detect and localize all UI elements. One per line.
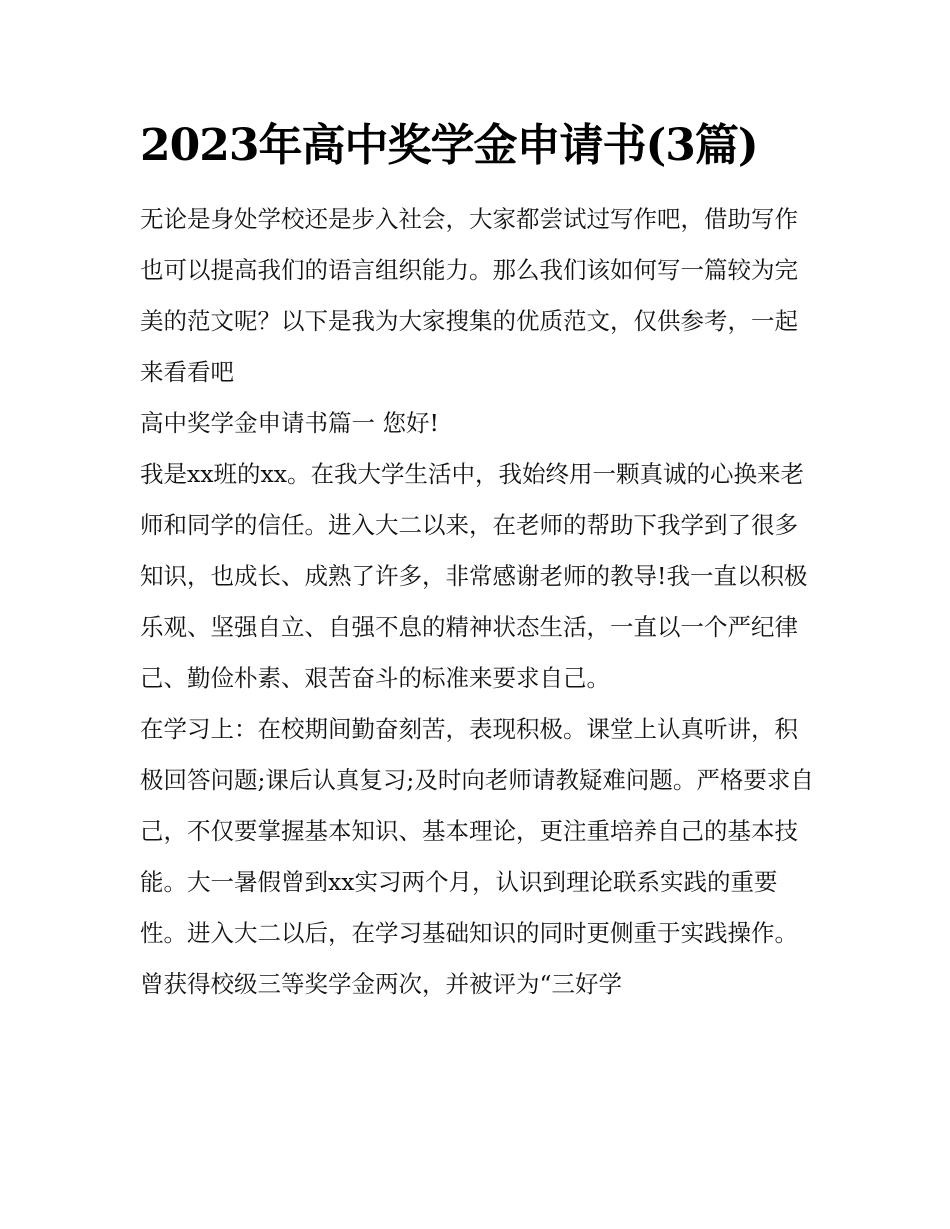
body-paragraph: 在学习上：在校期间勤奋刻苦，表现积极。课堂上认真听讲，积极回答问题;课后认真复习;及时向老师请教疑难问题。严格要求自己，不仅要掌握基本知识、基本理论，更注重培养自己的基本技能。大一暑假曾到xx实习两个月，认识到理论联系实践的重要性。进入大二以后，在学习基础知识的同时更侧重于实践操作。曾获得校级三等奖学金两次，并被评为“三好学: [140, 715, 814, 998]
document-title: 2023年高中奖学金申请书(3篇): [140, 120, 758, 171]
intro-paragraph: 无论是身处学校还是步入社会，大家都尝试过写作吧，借助写作也可以提高我们的语言组织能力。那么我们该如何写一篇较为完美的范文呢？以下是我为大家搜集的优质范文，仅供参考，一起来看看吧: [140, 205, 798, 386]
body-paragraph: 我是xx班的xx。在我大学生活中，我始终用一颗真诚的心换来老师和同学的信任。进入大二以来，在老师的帮助下我学到了很多知识，也成长、成熟了许多，非常感谢老师的教导!我一直以积极乐观、坚强自立、自强不息的精神状态生活，一直以一个严纪律己、勤俭朴素、艰苦奋斗的标准来要求自己。: [140, 460, 808, 692]
section-heading-greeting: 高中奖学金申请书篇一 您好!: [140, 409, 439, 437]
document-body: [140, 112, 815, 1010]
